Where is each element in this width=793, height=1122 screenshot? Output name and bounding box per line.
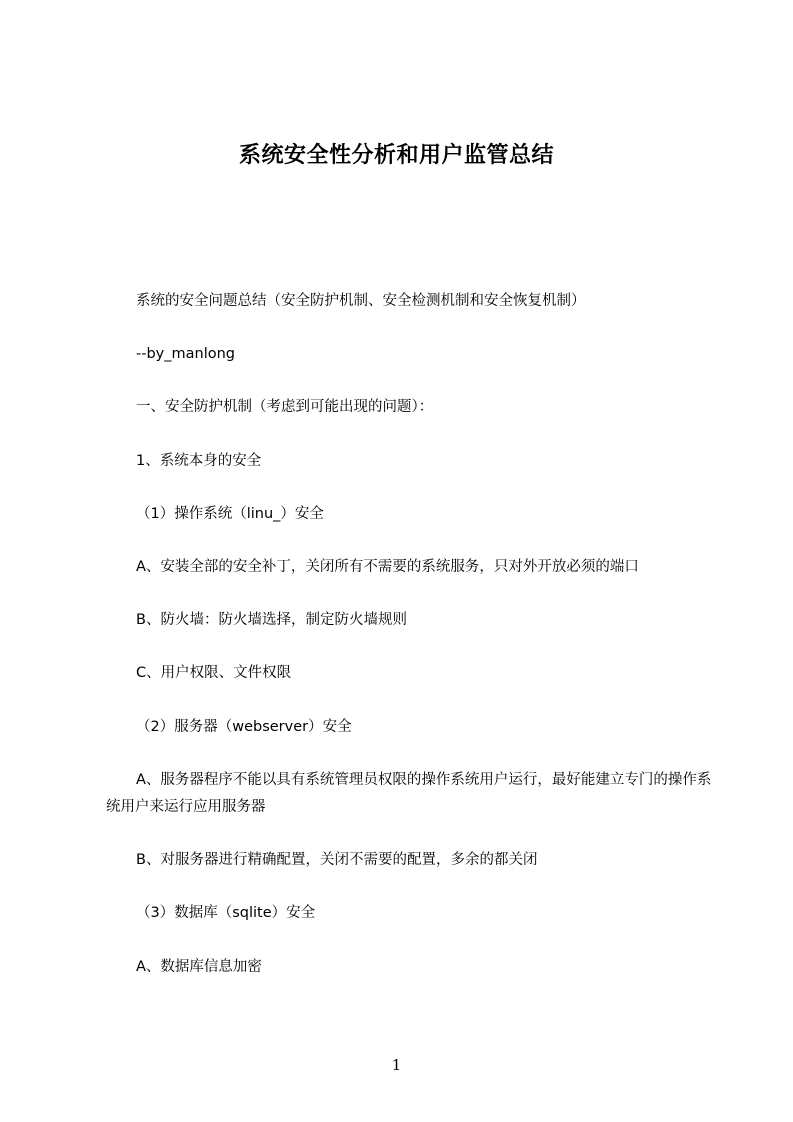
heading-os-security: （1）操作系统（linu_）安全 [136,506,324,522]
heading-system-security: 1、系统本身的安全 [136,453,262,469]
paragraph-database-encryption: A、数据库信息加密 [136,959,262,975]
paragraph-patches: A、安装全部的安全补丁，关闭所有不需要的系统服务，只对外开放必须的端口 [136,559,639,575]
document-title: 系统安全性分析和用户监管总结 [238,143,554,168]
paragraph-permissions: C、用户权限、文件权限 [136,665,292,681]
paragraph-server-config: B、对服务器进行精确配置，关闭不需要的配置，多余的都关闭 [136,852,538,868]
paragraph-server-user: A、服务器程序不能以具有系统管理员权限的操作系统用户运行，最好能建立专门的操作系统用户来运行应用服务器 [106,772,712,815]
paragraph-author: --by_manlong [136,346,235,362]
paragraph-firewall: B、防火墙：防火墙选择，制定防火墙规则 [136,612,407,628]
heading-database-security: （3）数据库（sqlite）安全 [136,905,316,921]
heading-server-security: （2）服务器（webserver）安全 [136,719,352,735]
heading-protection-mechanism: 一、安全防护机制（考虑到可能出现的问题）： [136,399,434,415]
page-number: 1 [391,1056,402,1074]
paragraph-summary: 系统的安全问题总结（安全防护机制、安全检测机制和安全恢复机制） [136,293,586,309]
